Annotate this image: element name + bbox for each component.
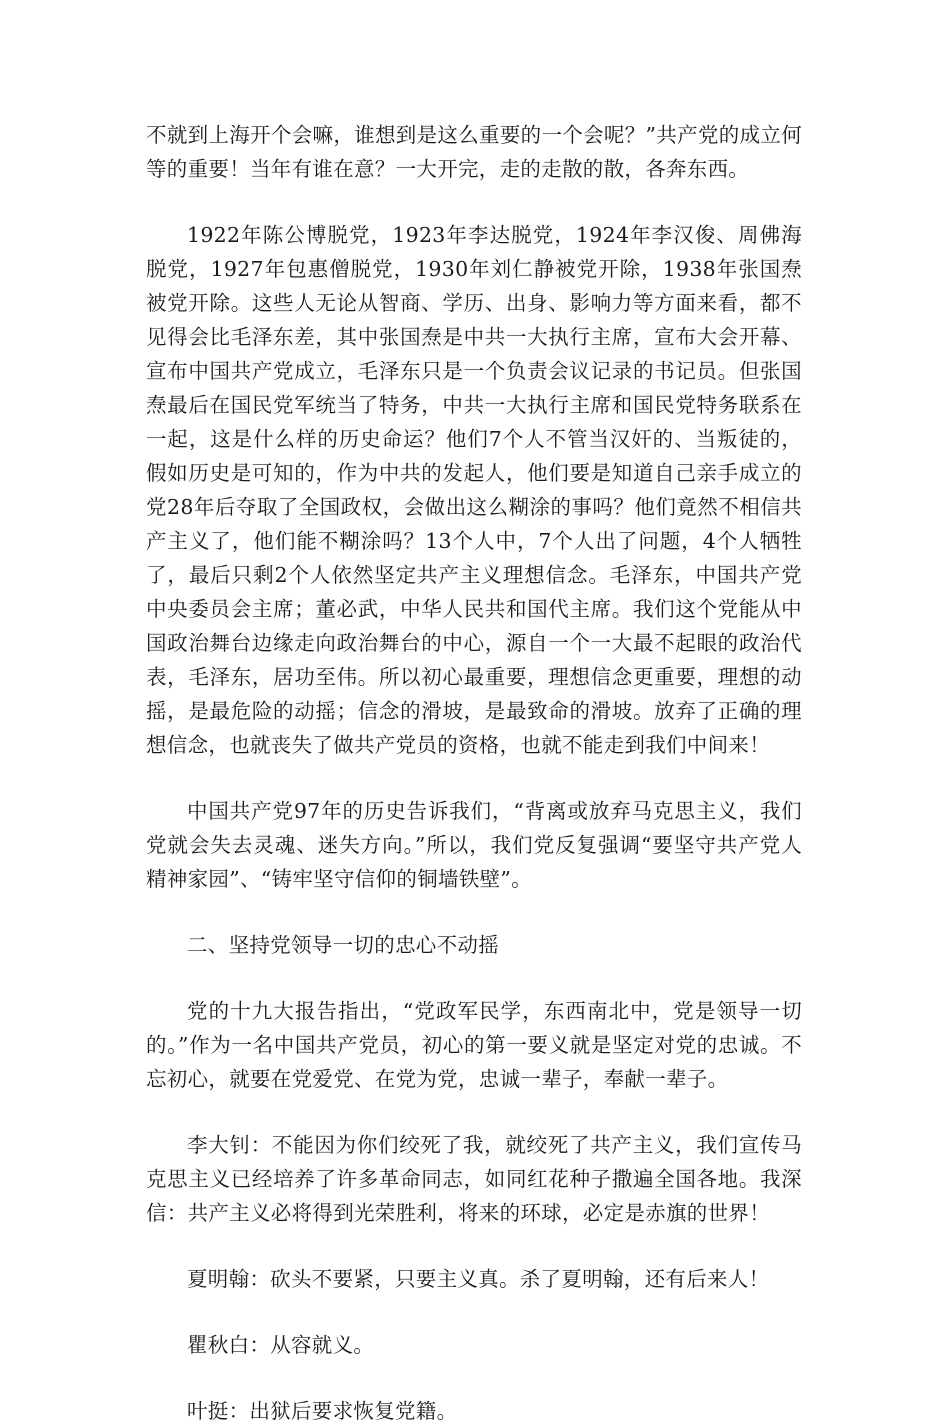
paragraph-xia-minghan: 夏明翰：砍头不要紧，只要主义真。杀了夏明翰，还有后来人！ (187, 1267, 770, 1291)
paragraph-continuation: 不就到上海开个会嘛，谁想到是这么重要的一个会呢？”共产党的成立何等的重要！当年有谁在意？一大开完，走的走散的散，各奔东西。 (146, 123, 802, 181)
paragraph-li-dazhao: 李大钊：不能因为你们绞死了我，就绞死了共产主义，我们宣传马克思主义已经培养了许多革命同志，如同红花种子撒遍全国各地。我深信：共产主义必将得到光荣胜利，将来的环球，必定是赤旗的世界！ (146, 1133, 802, 1225)
paragraph-nineteenth-congress: 党的十九大报告指出，“党政军民学，东西南北中，党是领导一切的。”作为一名中国共产党员，初心的第一要义就是坚定对党的忠诚。不忘初心，就要在党爱党、在党为党，忠诚一辈子，奉献一辈子。 (146, 999, 802, 1091)
paragraph-ye-ting: 叶挺：出狱后要求恢复党籍。 (187, 1399, 458, 1423)
section-heading-2: 二、坚持党领导一切的忠心不动摇 (187, 933, 499, 957)
paragraph-qu-qiubai: 瞿秋白：从容就义。 (187, 1333, 375, 1357)
document-page (146, 118, 802, 1428)
paragraph-party-history: 中国共产党97年的历史告诉我们，“背离或放弃马克思主义，我们党就会失去灵魂、迷失方向。”所以，我们党反复强调“要坚守共产党人精神家园”、“铸牢坚守信仰的铜墙铁壁”。 (146, 799, 802, 891)
paragraph-defectors: 1922年陈公博脱党，1923年李达脱党，1924年李汉俊、周佛海脱党，1927年包惠僧脱党，1930年刘仁静被党开除，1938年张国焘被党开除。这些人无论从智商、学历、出身、影响力等方面来看，都不见得会比毛泽东差，其中张国焘是中共一大执行主席，宣布大会开幕、宣布中国共产党成立，毛泽东只是一个负责会议记录的书记员。但张国焘最后在国民党军统当了特务，中共一大执行主席和国民党特务联系在一起，这是什么样的历史命运？他们7个人不管当汉奸的、当叛徒的，假如历史是可知的，作为中共的发起人，他们要是知道自己亲手成立的党28年后夺取了全国政权，会做出这么糊涂的事吗？他们竟然不相信共产主义了，他们能不糊涂吗？13个人中，7个人出了问题，4个人牺牲了，最后只剩2个人依然坚定共产主义理想信念。毛泽东，中国共产党中央委员会主席；董必武，中华人民共和国代主席。我们这个党能从中国政治舞台边缘走向政治舞台的中心，源自一个一大最不起眼的政治代表，毛泽东，居功至伟。所以初心最重要，理想信念更重要，理想的动摇，是最危险的动摇；信念的滑坡，是最致命的滑坡。放弃了正确的理想信念，也就丧失了做共产党员的资格，也就不能走到我们中间来！ (146, 223, 802, 757)
